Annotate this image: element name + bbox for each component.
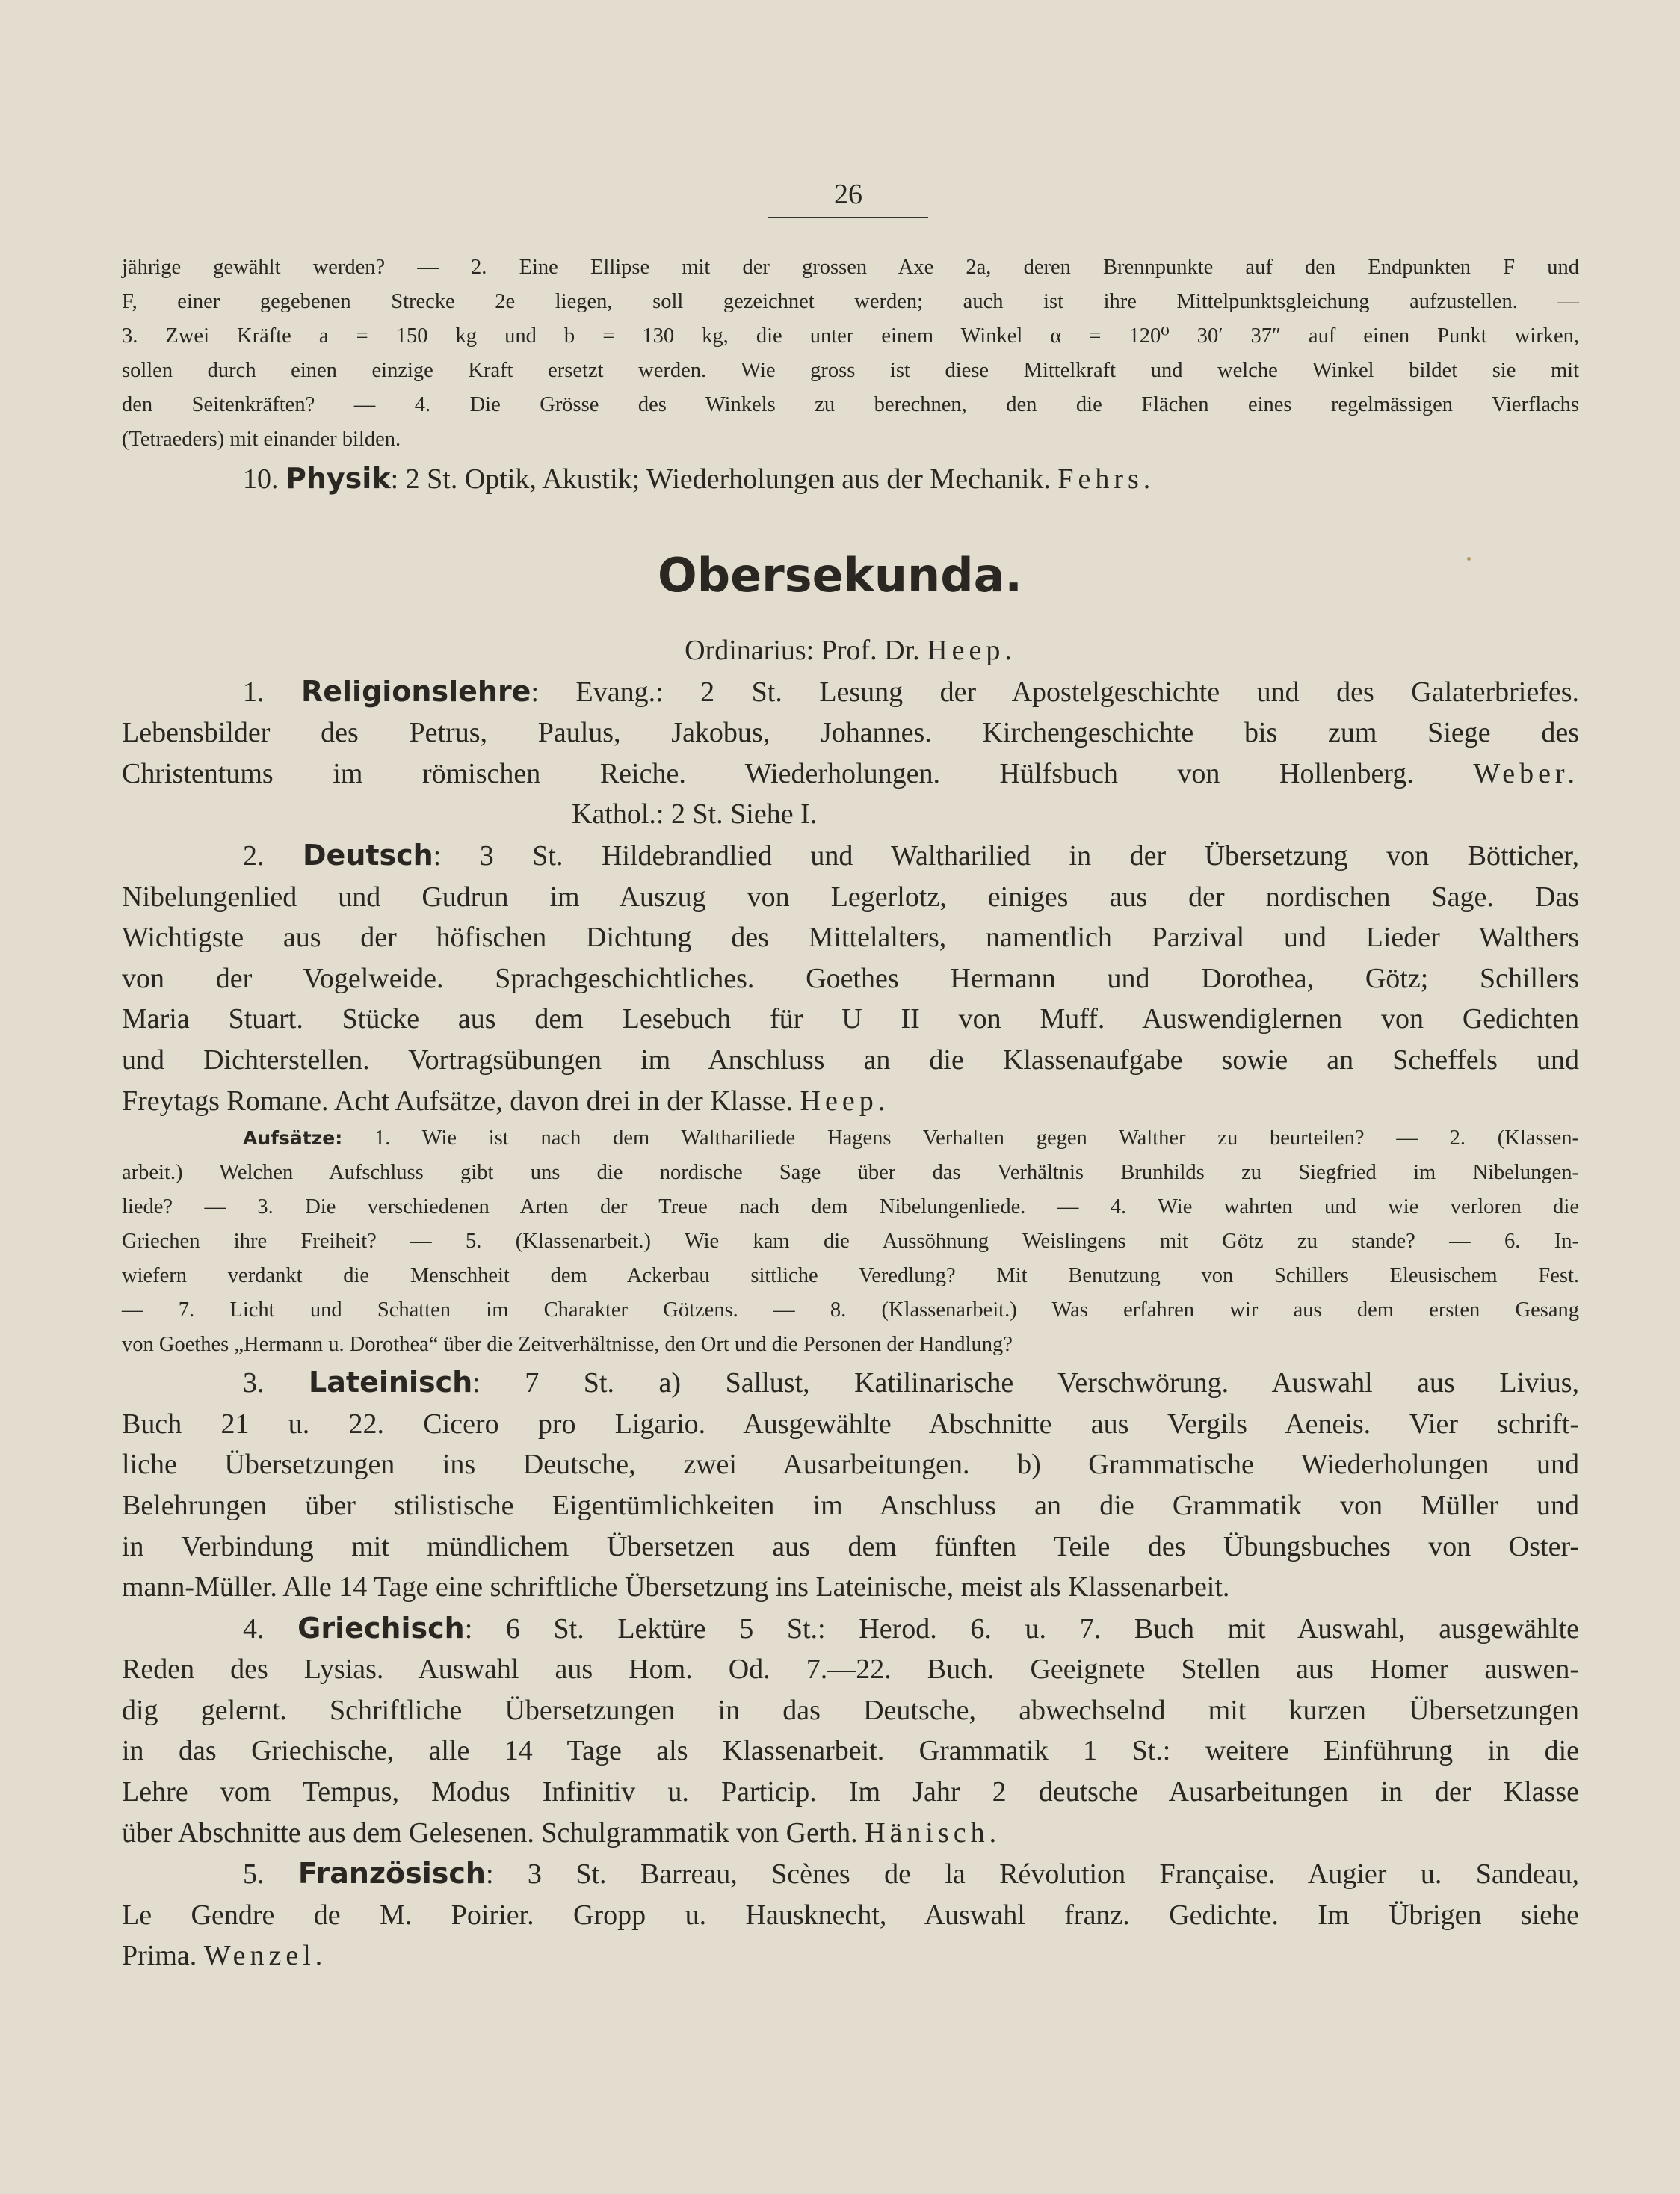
ordinarius-label: Ordinarius: Prof. Dr. [685,635,920,666]
deutsch-line: und Dichterstellen. Vortragsübungen im Anschluss an die Klassenaufgabe sowie an Scheffels und [122,1044,1579,1076]
physik-number: 10. [243,463,279,495]
griechisch-line [122,1813,1579,1854]
griechisch-number: 4. [243,1612,265,1645]
franzoesisch-line [122,1935,1579,1976]
aufsaetze-text: 1. Wie ist nach dem Walthariliede Hagens Verhalten gegen Walther zu beurteilen? — 2. (Klassen- [374,1127,1580,1150]
aufsaetze-label: Aufsätze: [243,1127,343,1150]
intro-line: jährige gewählt werden? — 2. Eine Ellipse mit der grossen Axe 2a, deren Brennpunkte auf den Endpunkten F und [122,256,1579,279]
deutsch-number: 2. [243,839,265,872]
aufsaetze-line: Griechen ihre Freiheit? — 5. (Klassenarbeit.) Wie kam die Aussöhnung Weislingens mit Götz zu stande? — 6. In- [122,1230,1579,1254]
deutsch-line: Wichtigste aus der höfischen Dichtung des Mittelalters, namentlich Parzival und Lieder Walthers [122,922,1579,954]
griechisch-line [122,1608,1579,1650]
aufsaetze-line: wiefern verdankt die Menschheit dem Ackerbau sittliche Veredlung? Mit Benutzung von Schillers Eleusischem Fest. [122,1264,1579,1288]
main-body [122,630,1579,1976]
latein-number: 3. [243,1367,265,1399]
religion-teacher: Weber. [1473,757,1579,789]
intro-paragraph [122,250,1579,457]
religion-text: : Evang.: 2 St. Lesung der Apostelgeschichte und des Galaterbriefes. [531,676,1580,708]
aufsaetze-line: liede? — 3. Die verschiedenen Arten der Treue nach dem Nibelungenliede. — 4. Wie wahrten und wie verloren die [122,1195,1579,1219]
franzoesisch-subject: Französisch [297,1857,486,1891]
aufsaetze-line: arbeit.) Welchen Aufschluss gibt uns die nordische Sage über das Verhältnis Brunhilds zu Siegfried im Nibelungen- [122,1161,1579,1185]
aufsaetze-line [122,1121,1579,1156]
intro-line: sollen durch einen einzige Kraft ersetzt werden. Wie gross ist diese Mittelkraft und welche Winkel bildet sie mit [122,359,1579,382]
religion-subject: Religionslehre [301,674,531,708]
deutsch-line [122,835,1579,877]
paper-speck [1467,557,1471,561]
intro-line: F, einer gegebenen Strecke 2e liegen, soll gezeichnet werden; auch ist ihre Mittelpunktsgleichung aufzustellen. — [122,290,1579,313]
latein-line [122,1362,1579,1404]
religion-line: Lebensbilder des Petrus, Paulus, Jakobus, Johannes. Kirchengeschichte bis zum Siege des [122,717,1579,749]
religion-line [122,671,1579,713]
griechisch-text: über Abschnitte aus dem Gelesenen. Schulgrammatik von Gerth. [122,1816,858,1849]
aufsaetze-line: — 7. Licht und Schatten im Charakter Götzens. — 8. (Klassenarbeit.) Was erfahren wir aus dem ersten Gesang [122,1298,1579,1322]
religion-number: 1. [243,676,265,708]
page-number-rule [768,217,928,218]
griechisch-text: : 6 St. Lektüre 5 St.: Herod. 6. u. 7. Buch mit Auswahl, ausgewählte [464,1612,1580,1645]
deutsch-text: Freytags Romane. Acht Aufsätze, davon drei in der Klasse. [122,1085,794,1117]
aufsaetze-line: von Goethes „Hermann u. Dorothea“ über die Zeitverhältnisse, den Ort und die Personen der Handlung? [122,1333,1013,1357]
physik-subject: Physik [285,462,391,495]
franzoesisch-text: : 3 St. Barreau, Scènes de la Révolution Française. Augier u. Sandeau, [485,1858,1580,1891]
franzoesisch-text: Prima. [122,1940,197,1972]
intro-line: (Tetraeders) mit einander bilden. [122,428,401,451]
deutsch-line: Maria Stuart. Stücke aus dem Lesebuch für U II von Muff. Auswendiglernen von Gedichten [122,1003,1579,1035]
aufsaetze-paragraph [122,1121,1579,1362]
deutsch-teacher: Heep. [800,1085,890,1117]
latein-line: Buch 21 u. 22. Cicero pro Ligario. Ausgewählte Abschnitte aus Vergils Aeneis. Vier schrift- [122,1408,1579,1440]
deutsch-line: von der Vogelweide. Sprachgeschichtliches. Goethes Hermann und Dorothea, Götz; Schillers [122,962,1579,994]
religion-line [122,754,1579,795]
griechisch-line: dig gelernt. Schriftliche Übersetzungen in das Deutsche, abwechselnd mit kurzen Übersetzungen [122,1694,1579,1726]
latein-text: : 7 St. a) Sallust, Katilinarische Verschwörung. Auswahl aus Livius, [472,1367,1580,1399]
section-title: Obersekunda. [658,548,1022,603]
deutsch-line [122,1081,1579,1122]
ordinarius-name: Heep. [927,635,1016,666]
religion-kathol-line: Kathol.: 2 St. Siehe I. [572,798,818,831]
page-number: 26 [834,179,862,210]
physik-paragraph [122,458,1579,500]
religion-text: Christentums im römischen Reiche. Wiederholungen. Hülfsbuch von Hollenberg. [122,757,1414,789]
intro-line: den Seitenkräften? — 4. Die Grösse des Winkels zu berechnen, den die Flächen eines regelmässigen Vierflachs [122,393,1579,416]
griechisch-line: Reden des Lysias. Auswahl aus Hom. Od. 7.—22. Buch. Geeignete Stellen aus Homer auswen- [122,1654,1579,1686]
griechisch-subject: Griechisch [297,1611,465,1645]
latein-line: Belehrungen über stilistische Eigentümlichkeiten im Anschluss an die Grammatik von Müller und [122,1489,1579,1521]
latein-line: mann-Müller. Alle 14 Tage eine schriftliche Übersetzung ins Lateinische, meist als Klassenarbeit. [122,1571,1230,1603]
intro-line: 3. Zwei Kräfte a = 150 kg und b = 130 kg, die unter einem Winkel α = 120⁰ 30′ 37″ auf einen Punkt wirken, [122,324,1579,348]
griechisch-teacher: Hänisch. [865,1816,1001,1849]
deutsch-line: Nibelungenlied und Gudrun im Auszug von Legerlotz, einiges aus der nordischen Sage. Das [122,881,1579,913]
franzoesisch-number: 5. [243,1858,265,1891]
latein-line: in Verbindung mit mündlichem Übersetzen aus dem fünften Teile des Übungsbuches von Oster- [122,1530,1579,1562]
latein-line: liche Übersetzungen ins Deutsche, zwei Ausarbeitungen. b) Grammatische Wiederholungen und [122,1449,1579,1481]
physik-teacher: Fehrs. [1057,463,1155,495]
deutsch-subject: Deutsch [303,838,433,872]
deutsch-text: : 3 St. Hildebrandlied und Waltharilied in der Übersetzung von Bötticher, [433,839,1580,872]
franzoesisch-teacher: Wenzel. [203,1940,327,1972]
franzoesisch-line [122,1853,1579,1895]
griechisch-line: in das Griechische, alle 14 Tage als Klassenarbeit. Grammatik 1 St.: weitere Einführung in die [122,1735,1579,1767]
ordinarius-line [122,630,1579,671]
franzoesisch-line: Le Gendre de M. Poirier. Gropp u. Hausknecht, Auswahl franz. Gedichte. Im Übrigen siehe [122,1899,1579,1931]
physik-line [122,458,1579,500]
griechisch-line: Lehre vom Tempus, Modus Infinitiv u. Particip. Im Jahr 2 deutsche Ausarbeitungen in der Klasse [122,1776,1579,1808]
physik-text: : 2 St. Optik, Akustik; Wiederholungen aus der Mechanik. [390,463,1051,495]
latein-subject: Lateinisch [309,1366,473,1399]
